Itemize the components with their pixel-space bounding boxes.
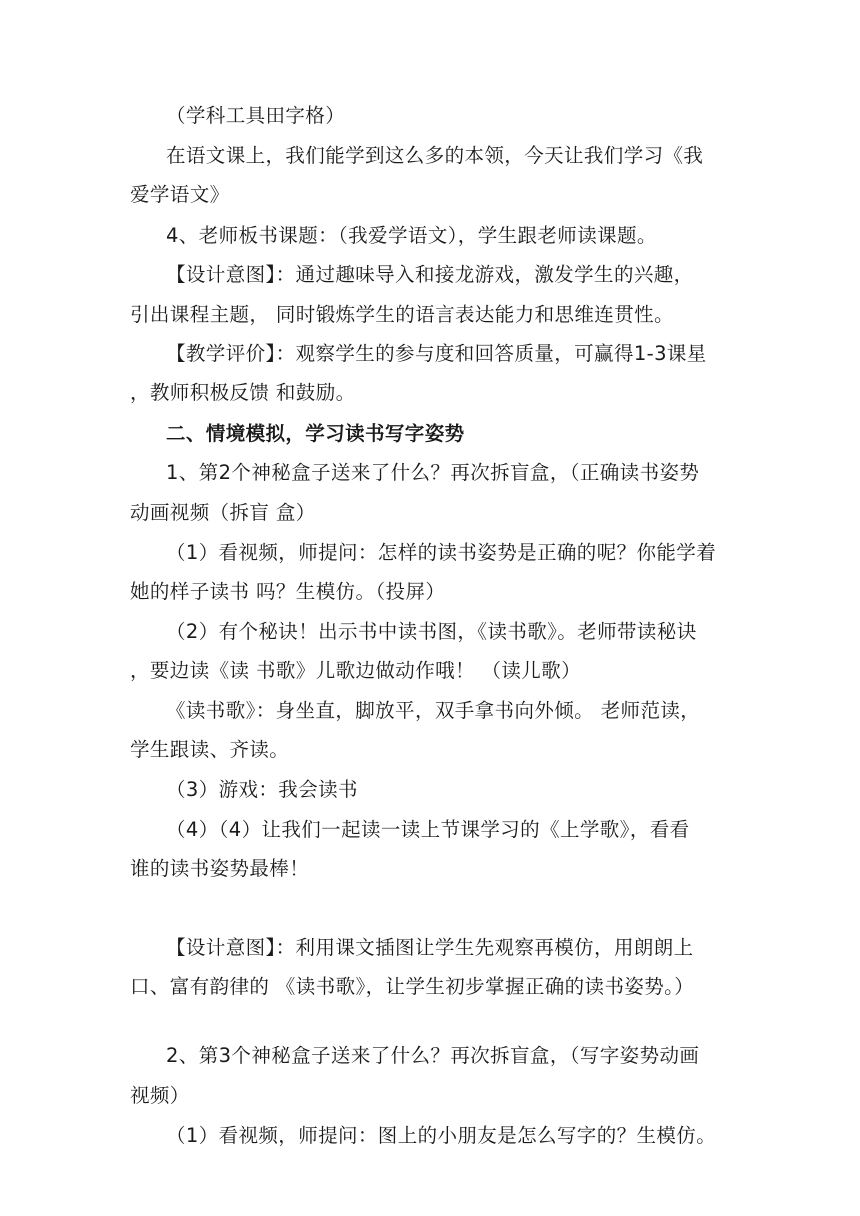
paragraph-line: 2、第3个神秘盒子送来了什么？再次拆盲盒，（写字姿势动画	[166, 1044, 700, 1067]
paragraph-line: 在语文课上，我们能学到这么多的本领，今天让我们学习《我	[166, 144, 704, 167]
paragraph-line: （学科工具田字格）	[166, 104, 346, 127]
paragraph-line: 引出课程主题， 同时锻炼学生的语言表达能力和思维连贯性。	[130, 303, 674, 326]
paragraph-line: （1）看视频，师提问：图上的小朋友是怎么写字的？生模仿。	[166, 1124, 717, 1147]
paragraph-line: 【设计意图】：利用课文插图让学生先观察再模仿，用朗朗上	[166, 936, 694, 959]
paragraph-line: 谁的读书姿势最棒！	[130, 857, 310, 880]
paragraph-line: 《读书歌》：身坐直，脚放平，双手拿书向外倾。 老师范读，	[166, 699, 701, 722]
section-heading: 二、情境模拟，学习读书写字姿势	[166, 422, 465, 445]
paragraph-line: 学生跟读、齐读。	[130, 738, 290, 761]
paragraph-line: 4、老师板书课题：（我爱学语文），学生跟老师读课题。	[166, 224, 657, 247]
paragraph-line: 【设计意图】：通过趣味导入和接龙游戏，激发学生的兴趣，	[166, 263, 694, 286]
paragraph-line: （4）（4）让我们一起读一读上节课学习的《上学歌》，看看	[166, 818, 690, 841]
paragraph-line: ，要边读《读 书歌》儿歌边做动作哦！ （读儿歌）	[130, 659, 581, 682]
paragraph-line: 爱学语文》	[130, 183, 230, 206]
paragraph-line: ，教师积极反馈 和鼓励。	[130, 381, 356, 404]
paragraph-line: 1、第2个神秘盒子送来了什么？再次拆盲盒，（正确读书姿势	[166, 461, 700, 484]
paragraph-line: （2）有个秘诀！出示书中读书图，《读书歌》。老师带读秘诀	[166, 620, 697, 643]
paragraph-line: 动画视频（拆盲 盒）	[130, 501, 316, 524]
paragraph-line: 视频）	[130, 1084, 190, 1107]
paragraph-line: 她的样子读书 吗？生模仿。（投屏）	[130, 580, 446, 603]
paragraph-line: 口、富有韵律的 《读书歌》，让学生初步掌握正确的读书姿势。）	[130, 975, 695, 998]
paragraph-line: 【教学评价】：观察学生的参与度和回答质量，可赢得1-3课星	[166, 342, 707, 365]
paragraph-line: （3）游戏：我会读书	[166, 778, 358, 801]
paragraph-line: （1）看视频，师提问：怎样的读书姿势是正确的呢？你能学着	[166, 541, 717, 564]
